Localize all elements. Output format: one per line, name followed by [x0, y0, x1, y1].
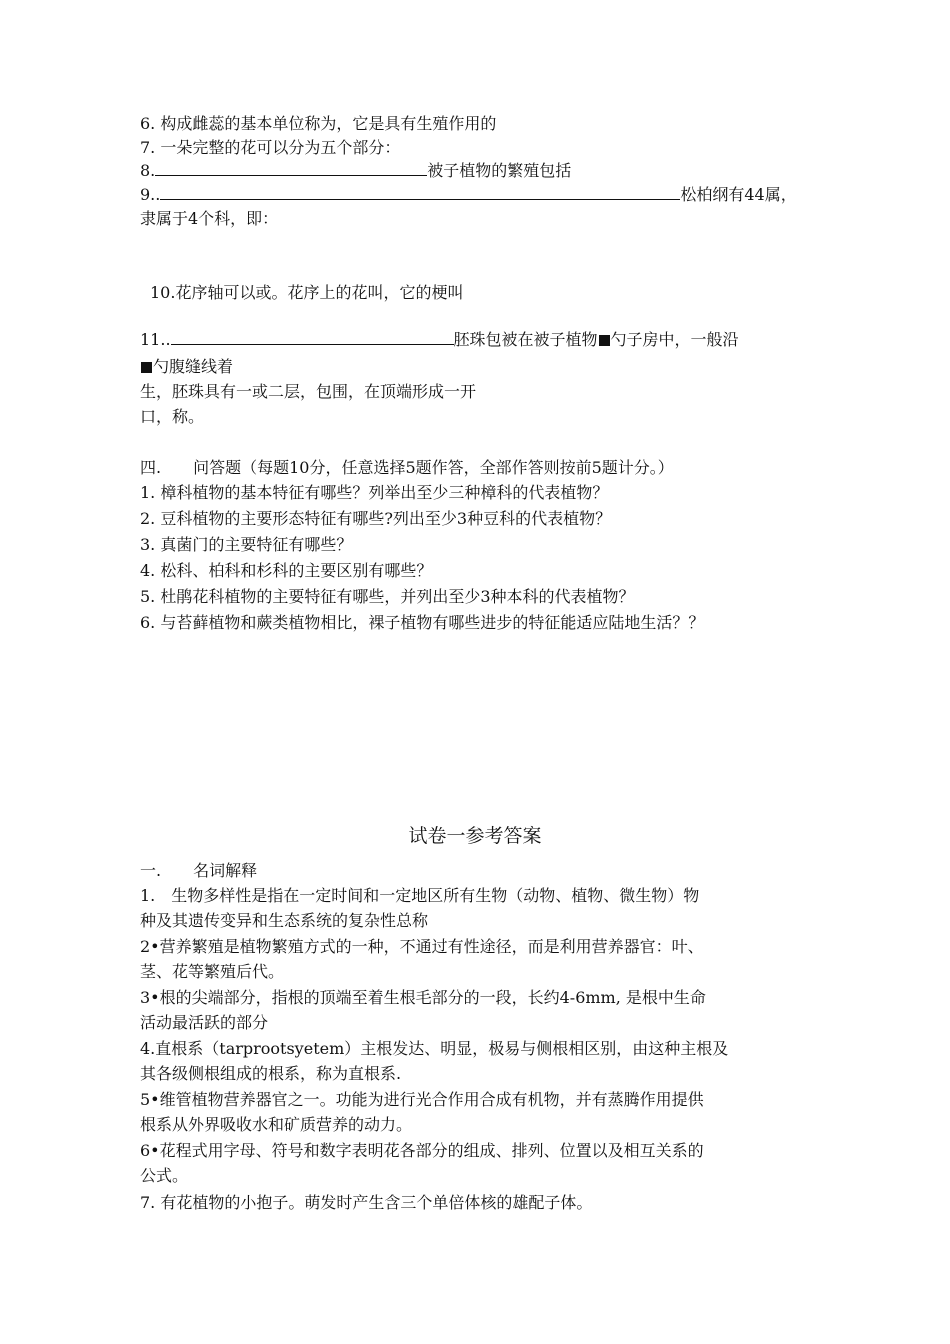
answer-line: 根系从外界吸收水和矿质营养的动力。 [140, 1115, 413, 1134]
question-8-number: 8. [140, 161, 156, 180]
answers-section-1-heading: 一. 名词解释 [140, 861, 258, 880]
question-11-line3: 生，胚珠具有一或二层，包围，在顶端形成一开 [140, 382, 477, 401]
question-11-line2-text: 勺腹缝线着 [153, 357, 234, 376]
answer-line: 7. 有花植物的小抱子。萌发时产生含三个单倍体核的雄配子体。 [140, 1193, 593, 1212]
question-11-line4: 口，称。 [140, 407, 205, 426]
question-11-text-b: 勺子房中，一般沿 [610, 330, 739, 349]
question-7: 7. 一朵完整的花可以分为五个部分： [140, 138, 401, 157]
essay-question-4: 4. 松科、柏科和杉科的主要区别有哪些？ [140, 561, 433, 580]
answer-line: 茎、花等繁殖后代。 [140, 962, 285, 981]
answer-line: 公式。 [140, 1166, 189, 1185]
essay-question-5: 5. 杜鹃花科植物的主要特征有哪些，并列出至少3种本科的代表植物？ [140, 587, 635, 606]
answer-line: 6•花程式用字母、符号和数字表明花各部分的组成、排列、位置以及相互关系的 [140, 1141, 704, 1160]
question-6: 6. 构成雌蕊的基本单位称为，它是具有生殖作用的 [140, 114, 497, 133]
question-11-number: 11.. [140, 330, 171, 349]
question-8 [140, 161, 571, 181]
question-9-number: 9.. [140, 185, 161, 204]
square-glyph-icon [599, 335, 610, 346]
answer-blank [160, 185, 680, 200]
answer-line: 种及其遗传变异和生态系统的复杂性总称 [140, 911, 429, 930]
question-9 [140, 185, 797, 205]
essay-question-3: 3. 真菌门的主要特征有哪些？ [140, 535, 353, 554]
answer-line: 4.直根系（tarprootsyetem）主根发达、明显，极易与侧根相区别，由这种主根及 [140, 1039, 729, 1058]
answer-line: 其各级侧根组成的根系，称为直根系. [140, 1064, 402, 1083]
question-9-continued: 隶属于4个科，即： [140, 209, 279, 228]
essay-question-1: 1. 樟科植物的基本特征有哪些？列举出至少三种樟科的代表植物？ [140, 483, 609, 502]
answer-line: 1. 生物多样性是指在一定时间和一定地区所有生物（动物、植物、微生物）物 [140, 886, 700, 905]
question-10: 10.花序轴可以或。花序上的花叫，它的梗叫 [150, 283, 464, 302]
answers-title: 试卷一参考答案 [408, 825, 542, 847]
essay-question-6: 6. 与苔藓植物和蕨类植物相比，裸子植物有哪些进步的特征能适应陆地生活？？ [140, 613, 705, 632]
answer-line: 活动最活跃的部分 [140, 1013, 269, 1032]
question-11-text-a: 胚珠包被在被子植物 [453, 330, 598, 349]
question-11-line2 [140, 357, 233, 377]
answer-blank [155, 161, 427, 176]
essay-question-2: 2. 豆科植物的主要形态特征有哪些?列出至少3种豆科的代表植物？ [140, 509, 612, 528]
section-4-heading: 四. 问答题（每题10分，任意选择5题作答，全部作答则按前5题计分。） [140, 458, 674, 477]
question-9-text: 松柏纲有44属， [680, 185, 797, 204]
question-8-text: 被子植物的繁殖包括 [427, 161, 572, 180]
square-glyph-icon [141, 362, 152, 373]
answer-line: 2•营养繁殖是植物繁殖方式的一种，不通过有性途径，而是利用营养器官：叶、 [140, 937, 704, 956]
question-11 [140, 330, 739, 350]
answer-blank [171, 330, 454, 345]
answer-line: 3•根的尖端部分，指根的顶端至着生根毛部分的一段，长约4-6mm, 是根中生命 [140, 988, 706, 1007]
answer-line: 5•维管植物营养器官之一。功能为进行光合作用合成有机物，并有蒸腾作用提供 [140, 1090, 704, 1109]
